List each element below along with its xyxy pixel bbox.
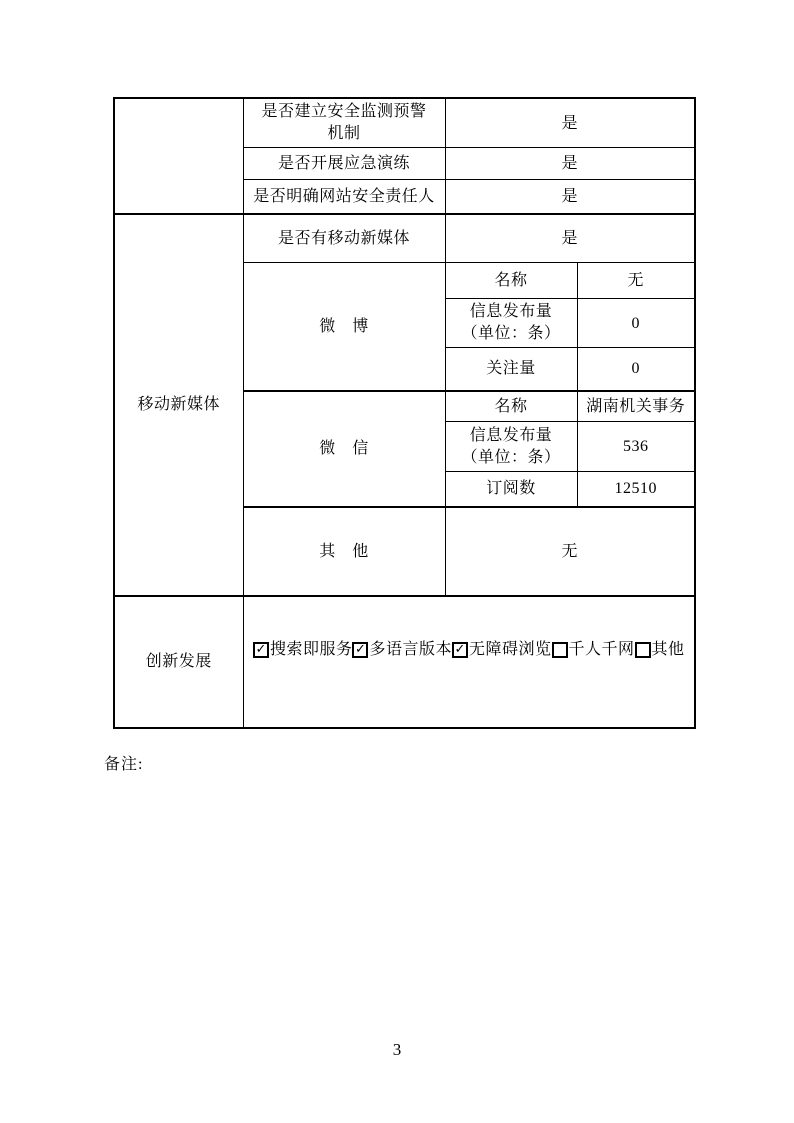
value-weibo-name: 无 [577,263,695,299]
value-has-mobile-media: 是 [445,214,695,263]
checkbox-label-accessibility: 无障碍浏览 [469,641,552,658]
checkbox-option-other[interactable] [635,639,685,660]
value-emergency-drill: 是 [445,148,695,180]
checkbox-icon-personalized-web [552,642,568,658]
value-security-monitoring: 是 [445,98,695,148]
value-other-media: 无 [445,507,695,596]
label-has-mobile-media: 是否有移动新媒体 [243,214,445,263]
label-wechat-posts-line2: （单位：条） [461,448,561,466]
label-weibo-followers: 关注量 [445,348,577,391]
value-wechat-name: 湖南机关事务 [577,391,695,422]
section-mobile-media: 移动新媒体 [114,214,243,596]
label-security-officer: 是否明确网站安全责任人 [243,180,445,214]
checkbox-label-other: 其他 [651,641,685,658]
remark-label: 备注: [104,756,144,773]
label-weibo-posts-line2: （单位：条） [461,325,561,342]
label-emergency-drill: 是否开展应急演练 [243,148,445,180]
label-wechat-name: 名称 [445,391,577,422]
innovation-options-cell [243,596,695,728]
label-weibo: 微 博 [243,263,445,391]
checkbox-icon-accessibility: ✓ [452,642,468,658]
checkbox-option-search-service[interactable] [253,639,353,660]
checkbox-label-search-service: 搜索即服务 [269,641,353,658]
checkbox-option-personalized-web[interactable] [552,639,635,660]
label-security-monitoring-line1: 是否建立安全监测预警 [261,103,427,120]
label-other-media: 其 他 [243,507,445,596]
section-innovation: 创新发展 [114,596,243,728]
checkbox-icon-search-service: ✓ [253,642,269,658]
checkbox-option-accessibility[interactable] [452,639,552,660]
value-wechat-posts: 536 [577,422,695,472]
checkbox-label-personalized-web: 千人千网 [568,641,635,658]
value-weibo-followers: 0 [577,348,695,391]
label-weibo-posts [445,299,577,348]
value-security-officer: 是 [445,180,695,214]
checkbox-label-multilingual: 多语言版本 [369,641,452,658]
label-wechat-posts [445,422,577,472]
label-security-monitoring [243,98,445,148]
page-number: 3 [392,1040,402,1059]
checkbox-option-multilingual[interactable] [352,639,452,660]
checkbox-icon-multilingual: ✓ [352,642,368,658]
checkbox-icon-other [635,642,651,658]
label-wechat: 微 信 [243,391,445,507]
report-table [113,97,696,729]
label-wechat-subscriptions: 订阅数 [445,472,577,507]
label-wechat-posts-line1: 信息发布量 [469,426,553,444]
label-weibo-posts-line1: 信息发布量 [469,303,553,320]
label-security-monitoring-line2: 机制 [327,125,361,142]
value-weibo-posts: 0 [577,299,695,348]
innovation-options [248,639,691,660]
label-weibo-name: 名称 [445,263,577,299]
value-wechat-subscriptions: 12510 [577,472,695,507]
section-security-empty-cell [114,98,243,214]
